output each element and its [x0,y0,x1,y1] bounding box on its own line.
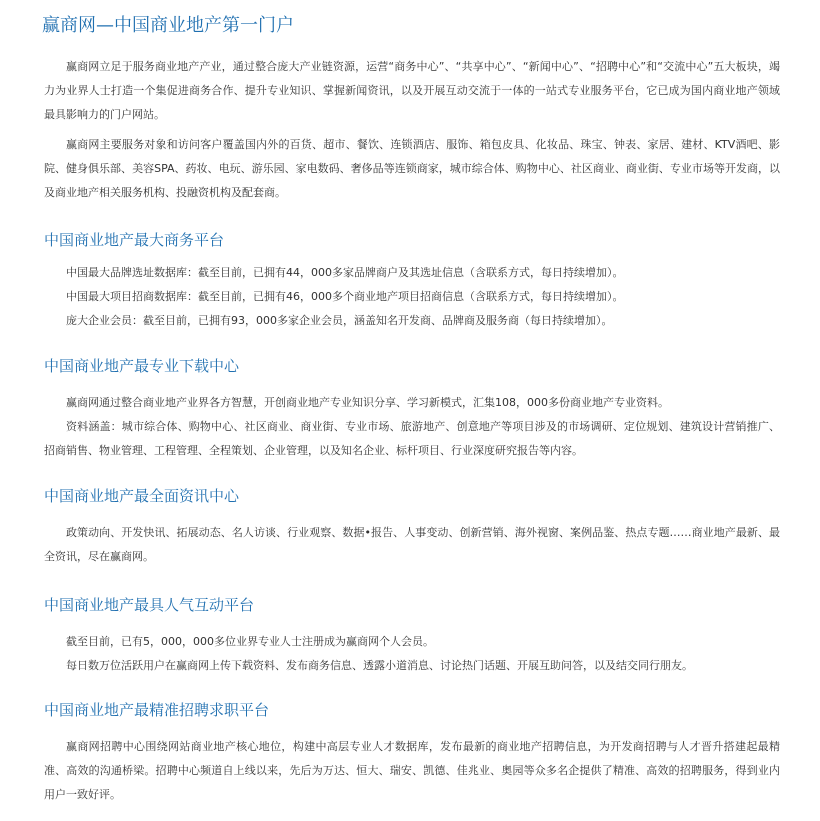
section-title-recruitment-platform: 中国商业地产最精准招聘求职平台 [44,701,270,719]
section-paragraph: 赢商网招聘中心围绕网站商业地产核心地位，构建中高层专业人才数据库，发布最新的商业地产招聘信息，为开发商招聘与人才晋升搭建起最精准、高效的沟通桥梁。招聘中心频道自上线以来，先后为万达、恒大、瑞安、凯德、佳兆业、奥园等众多名企提供了精准、高效的招聘服务，得到业内用户一致好评。 [44,740,780,801]
section-paragraph: 截至目前，已有5，000，000多位业界专业人士注册成为赢商网个人会员。 [66,635,434,648]
section-title-download-center: 中国商业地产最专业下载中心 [44,357,240,375]
section-title-news-center: 中国商业地产最全面资讯中心 [44,487,240,505]
section-paragraph: 中国最大品牌选址数据库：截至目前，已拥有44，000多家品牌商户及其选址信息（含联系方式，每日持续增加）。 [66,266,624,279]
intro-paragraph: 赢商网主要服务对象和访问客户覆盖国内外的百货、超市、餐饮、连锁酒店、服饰、箱包皮具、化妆品、珠宝、钟表、家居、建材、KTV酒吧、影院、健身俱乐部、美容SPA、药妆、电玩、游乐园、家电数码、奢侈品等连锁商家，城市综合体、购物中心、社区商业、商业街、专业市场等开发商，以及商业地产相关服务机构、投融资机构及配套商。 [44,138,780,199]
section-paragraph: 庞大企业会员：截至目前，已拥有93，000多家企业会员，涵盖知名开发商、品牌商及服务商（每日持续增加）。 [66,314,613,327]
section-paragraph: 每日数万位活跃用户在赢商网上传下载资料、发布商务信息、透露小道消息、讨论热门话题、开展互助问答，以及结交同行朋友。 [66,659,693,672]
section-title-business-platform: 中国商业地产最大商务平台 [44,231,225,249]
section-paragraph: 资料涵盖：城市综合体、购物中心、社区商业、商业街、专业市场、旅游地产、创意地产等项目涉及的市场调研、定位规划、建筑设计营销推广、招商销售、物业管理、工程管理、全程策划、企业管理，以及知名企业、标杆项目、行业深度研究报告等内容。 [44,420,780,457]
intro-paragraph: 赢商网立足于服务商业地产产业，通过整合庞大产业链资源，运营“商务中心”、“共享中心”、“新闻中心”、“招聘中心”和“交流中心”五大板块，竭力为业界人士打造一个集促进商务合作、提升专业知识、掌握新闻资讯，以及开展互动交流于一体的一站式专业服务平台，它已成为国内商业地产领域最具影响力的门户网站。 [44,60,780,121]
section-paragraph: 赢商网通过整合商业地产业界各方智慧，开创商业地产专业知识分享、学习新模式，汇集108，000多份商业地产专业资料。 [66,396,669,409]
section-paragraph: 中国最大项目招商数据库：截至目前，已拥有46，000多个商业地产项目招商信息（含联系方式，每日持续增加）。 [66,290,624,303]
section-title-interactive-platform: 中国商业地产最具人气互动平台 [44,596,255,614]
section-paragraph: 政策动向、开发快讯、拓展动态、名人访谈、行业观察、数据•报告、人事变动、创新营销、海外视窗、案例品鉴、热点专题……商业地产最新、最全资讯，尽在赢商网。 [44,526,780,563]
page-title: 赢商网—中国商业地产第一门户 [42,15,294,36]
